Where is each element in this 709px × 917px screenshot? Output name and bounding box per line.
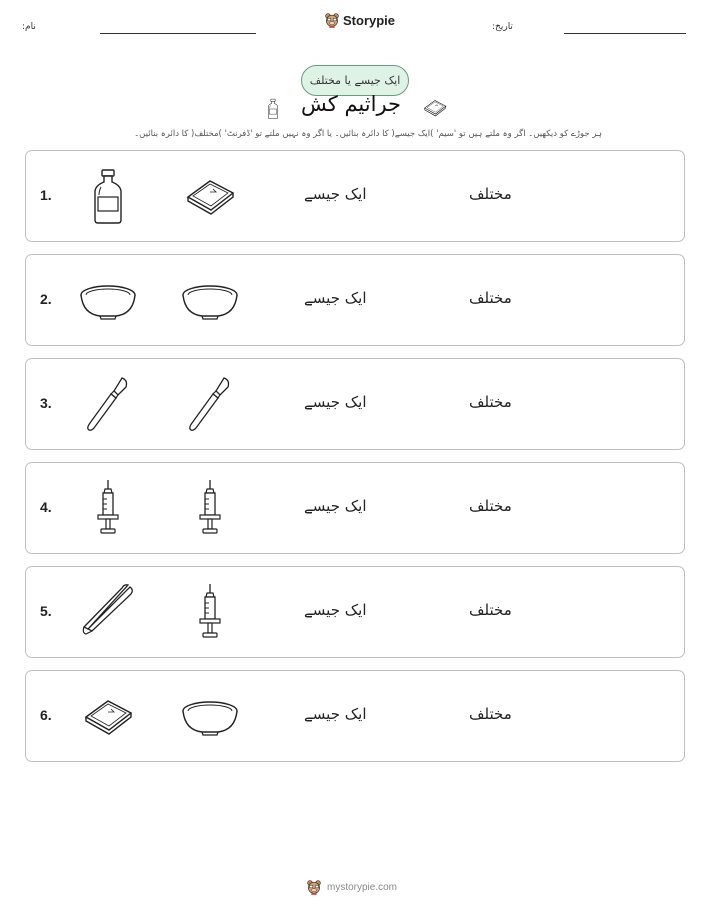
bottle-icon [78,167,138,227]
worksheet-title: جراثیم کش [301,92,402,116]
syringe-icon [78,479,138,539]
name-field-line[interactable] [100,33,256,34]
question-number: 2. [40,291,52,307]
bowl-icon [180,687,240,747]
tweezers-icon [78,583,138,643]
option-different[interactable]: مختلف [469,497,512,515]
question-number: 6. [40,707,52,723]
question-number: 1. [40,187,52,203]
question-number: 4. [40,499,52,515]
footer [306,879,397,895]
scalpel-icon [78,375,138,435]
option-same[interactable]: ایک جیسے [304,601,367,619]
option-different[interactable]: مختلف [469,601,512,619]
folded-towel-icon [421,94,449,122]
question-row [25,670,685,762]
option-different[interactable]: مختلف [469,289,512,307]
option-different[interactable]: مختلف [469,185,512,203]
topic-badge: ایک جیسے یا مختلف [301,65,409,96]
option-same[interactable]: ایک جیسے [304,185,367,203]
worksheet-header [0,0,709,45]
brand [324,12,395,28]
bowl-icon [180,271,240,331]
bear-logo-icon [324,12,340,28]
question-row [25,358,685,450]
bottle-icon [262,94,284,124]
question-number: 3. [40,395,52,411]
question-row [25,150,685,242]
title-row [0,92,709,128]
bear-logo-icon [306,879,322,895]
footer-site[interactable]: mystorypie.com [327,881,398,893]
syringe-icon [180,479,240,539]
option-same[interactable]: ایک جیسے [304,497,367,515]
option-different[interactable]: مختلف [469,705,512,723]
bowl-icon [78,271,138,331]
option-different[interactable]: مختلف [469,393,512,411]
brand-name: Storypie [343,12,396,28]
question-row [25,462,685,554]
question-row [25,254,685,346]
option-same[interactable]: ایک جیسے [304,289,367,307]
folded-towel-icon [180,167,240,227]
question-number: 5. [40,603,52,619]
syringe-icon [180,583,240,643]
name-label: نام: [22,22,36,32]
option-same[interactable]: ایک جیسے [304,393,367,411]
date-field-line[interactable] [564,33,686,34]
instructions: ہر جوڑے کو دیکھیں۔ اگر وہ ملتے ہیں تو 'سیم' )ایک جیسے( کا دائرہ بنائیں۔ یا اگر وہ نہیں ملتے تو 'ڈفرنٹ' )مختلف( کا دائرہ بنائیں۔ [134,129,602,139]
folded-towel-icon [78,687,138,747]
option-same[interactable]: ایک جیسے [304,705,367,723]
question-row [25,566,685,658]
scalpel-icon [180,375,240,435]
date-label: تاریخ: [492,22,513,32]
